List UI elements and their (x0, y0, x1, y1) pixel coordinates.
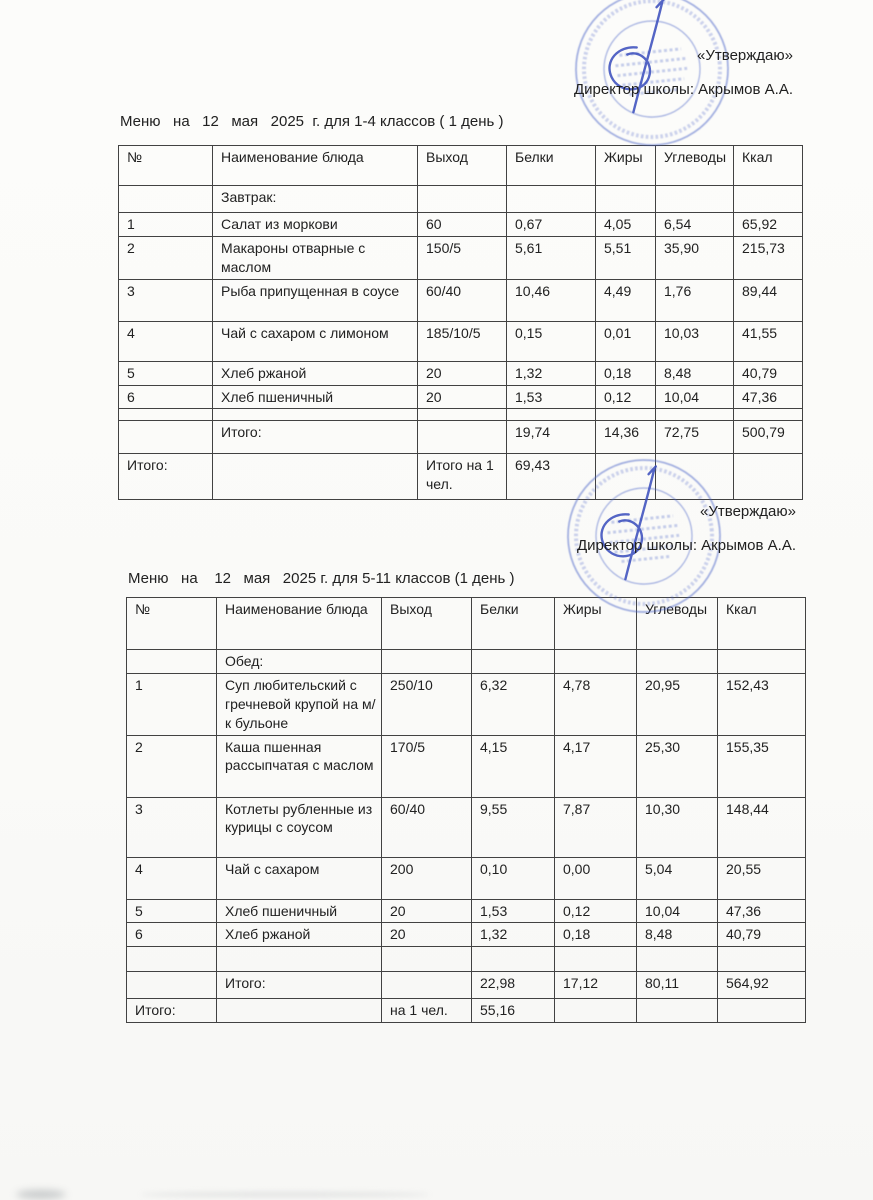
cell-out: 60/40 (418, 279, 507, 321)
per-person-value: 69,43 (507, 454, 596, 500)
approve-label: «Утверждаю» (697, 47, 793, 64)
section-label: Обед: (217, 650, 382, 674)
table-row (119, 279, 803, 321)
cell-name: Макароны отварные с маслом (213, 236, 418, 279)
per-person-cell-label: на 1 чел. (382, 999, 472, 1023)
table-row (127, 735, 806, 797)
cell-carbs: 10,04 (656, 385, 734, 409)
approval-block (574, 503, 796, 554)
cell-carbs: 5,04 (637, 857, 718, 899)
cell-out: 250/10 (382, 673, 472, 735)
table-row (127, 857, 806, 899)
col-header-name: Наименование блюда (213, 146, 418, 186)
cell-fat: 0,00 (555, 857, 637, 899)
cell-out: 185/10/5 (418, 321, 507, 361)
per-person-row-label: Итого: (119, 454, 213, 500)
totals-carbs: 80,11 (637, 972, 718, 999)
totals-fat: 17,12 (555, 972, 637, 999)
cell-carbs: 1,76 (656, 279, 734, 321)
cell-carbs: 8,48 (637, 923, 718, 947)
cell-num: 3 (127, 797, 217, 857)
cell-fat: 0,12 (555, 899, 637, 923)
col-header-num: № (127, 598, 217, 650)
cell-out: 170/5 (382, 735, 472, 797)
per-person-cell-label: Итого на 1 чел. (418, 454, 507, 500)
menu-table-grades-5-11 (126, 597, 806, 1023)
cell-protein: 0,67 (507, 213, 596, 237)
cell-name: Хлеб ржаной (213, 361, 418, 385)
table-row (119, 236, 803, 279)
totals-kcal: 564,92 (718, 972, 806, 999)
cell-out: 20 (382, 899, 472, 923)
cell-kcal: 65,92 (734, 213, 803, 237)
cell-out: 200 (382, 857, 472, 899)
cell-num: 4 (119, 321, 213, 361)
cell-carbs: 8,48 (656, 361, 734, 385)
col-header-fat: Жиры (555, 598, 637, 650)
cell-num: 1 (127, 673, 217, 735)
per-person-row-label: Итого: (127, 999, 217, 1023)
cell-name: Салат из моркови (213, 213, 418, 237)
totals-protein: 19,74 (507, 421, 596, 454)
cell-fat: 0,01 (596, 321, 656, 361)
cell-name: Хлеб пшеничный (217, 899, 382, 923)
col-header-kcal: Ккал (718, 598, 806, 650)
cell-protein: 0,15 (507, 321, 596, 361)
cell-protein: 9,55 (472, 797, 555, 857)
cell-fat: 4,78 (555, 673, 637, 735)
cell-carbs: 25,30 (637, 735, 718, 797)
cell-kcal: 215,73 (734, 236, 803, 279)
cell-num: 1 (119, 213, 213, 237)
cell-protein: 10,46 (507, 279, 596, 321)
cell-num: 4 (127, 857, 217, 899)
cell-kcal: 20,55 (718, 857, 806, 899)
col-header-out: Выход (382, 598, 472, 650)
col-header-carbs: Углеводы (656, 146, 734, 186)
cell-kcal: 40,79 (734, 361, 803, 385)
cell-out: 150/5 (418, 236, 507, 279)
totals-row (127, 972, 806, 999)
cell-num: 6 (127, 923, 217, 947)
cell-out: 20 (418, 361, 507, 385)
col-header-out: Выход (418, 146, 507, 186)
totals-kcal: 500,79 (734, 421, 803, 454)
col-header-name: Наименование блюда (217, 598, 382, 650)
cell-out: 60 (418, 213, 507, 237)
table-row (127, 797, 806, 857)
cell-out: 20 (418, 385, 507, 409)
cell-protein: 4,15 (472, 735, 555, 797)
cell-protein: 1,32 (472, 923, 555, 947)
approve-label: «Утверждаю» (700, 503, 796, 520)
cell-fat: 0,12 (596, 385, 656, 409)
per-person-row (127, 999, 806, 1023)
cell-protein: 5,61 (507, 236, 596, 279)
section-label: Завтрак: (213, 186, 418, 213)
menu-title-grades-1-4: Меню на 12 мая 2025 г. для 1-4 классов ( 1 день ) (120, 113, 504, 130)
cell-carbs: 35,90 (656, 236, 734, 279)
menu-table-grades-1-4 (118, 145, 803, 500)
cell-name: Каша пшенная рассыпчатая с маслом (217, 735, 382, 797)
director-signature-line: Директор школы: Акрымов А.А. (577, 537, 796, 554)
cell-name: Хлеб ржаной (217, 923, 382, 947)
totals-protein: 22,98 (472, 972, 555, 999)
cell-carbs: 10,03 (656, 321, 734, 361)
cell-kcal: 89,44 (734, 279, 803, 321)
col-header-carbs: Углеводы (637, 598, 718, 650)
cell-num: 3 (119, 279, 213, 321)
section-row (119, 186, 803, 213)
cell-fat: 4,49 (596, 279, 656, 321)
cell-kcal: 148,44 (718, 797, 806, 857)
col-header-protein: Белки (507, 146, 596, 186)
col-header-protein: Белки (472, 598, 555, 650)
table-header-row (119, 146, 803, 186)
cell-name: Чай с сахаром с лимоном (213, 321, 418, 361)
totals-fat: 14,36 (596, 421, 656, 454)
cell-protein: 6,32 (472, 673, 555, 735)
table-row (127, 923, 806, 947)
table-row (119, 385, 803, 409)
totals-carbs: 72,75 (656, 421, 734, 454)
col-header-num: № (119, 146, 213, 186)
director-signature-line: Директор школы: Акрымов А.А. (574, 81, 793, 98)
menu-title-grades-5-11: Меню на 12 мая 2025 г. для 5-11 классов (1 день ) (128, 570, 515, 587)
scan-smudge (140, 1192, 430, 1197)
table-row (127, 899, 806, 923)
cell-protein: 1,32 (507, 361, 596, 385)
table-row (119, 321, 803, 361)
cell-carbs: 10,04 (637, 899, 718, 923)
cell-num: 5 (119, 361, 213, 385)
cell-kcal: 40,79 (718, 923, 806, 947)
col-header-kcal: Ккал (734, 146, 803, 186)
cell-fat: 7,87 (555, 797, 637, 857)
cell-carbs: 10,30 (637, 797, 718, 857)
cell-num: 5 (127, 899, 217, 923)
cell-out: 60/40 (382, 797, 472, 857)
cell-kcal: 155,35 (718, 735, 806, 797)
spacer-row (127, 947, 806, 972)
cell-name: Суп любительский с гречневой крупой на м/к бульоне (217, 673, 382, 735)
cell-kcal: 41,55 (734, 321, 803, 361)
cell-name: Рыба припущенная в соусе (213, 279, 418, 321)
table-row (119, 361, 803, 385)
cell-protein: 0,10 (472, 857, 555, 899)
cell-fat: 4,17 (555, 735, 637, 797)
cell-kcal: 47,36 (734, 385, 803, 409)
cell-name: Чай с сахаром (217, 857, 382, 899)
cell-kcal: 47,36 (718, 899, 806, 923)
cell-carbs: 6,54 (656, 213, 734, 237)
cell-num: 6 (119, 385, 213, 409)
cell-fat: 5,51 (596, 236, 656, 279)
col-header-fat: Жиры (596, 146, 656, 186)
totals-label: Итого: (217, 972, 382, 999)
section-row (127, 650, 806, 674)
cell-name: Котлеты рубленные из курицы с соусом (217, 797, 382, 857)
cell-fat: 4,05 (596, 213, 656, 237)
table-row (127, 673, 806, 735)
per-person-value: 55,16 (472, 999, 555, 1023)
cell-fat: 0,18 (596, 361, 656, 385)
table-row (119, 213, 803, 237)
cell-protein: 1,53 (507, 385, 596, 409)
cell-name: Хлеб пшеничный (213, 385, 418, 409)
cell-num: 2 (127, 735, 217, 797)
scan-smudge (16, 1190, 66, 1199)
cell-out: 20 (382, 923, 472, 947)
cell-num: 2 (119, 236, 213, 279)
approval-block (571, 47, 793, 98)
cell-fat: 0,18 (555, 923, 637, 947)
cell-protein: 1,53 (472, 899, 555, 923)
totals-label: Итого: (213, 421, 418, 454)
cell-kcal: 152,43 (718, 673, 806, 735)
spacer-row (119, 409, 803, 421)
cell-carbs: 20,95 (637, 673, 718, 735)
